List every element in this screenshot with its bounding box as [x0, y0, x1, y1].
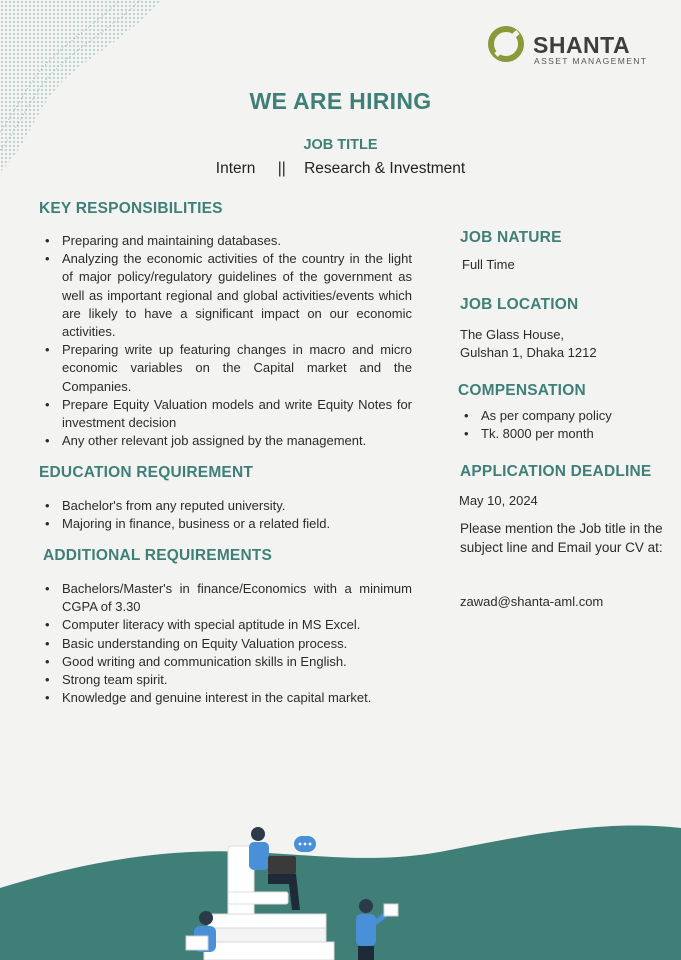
list-item: • Good writing and communication skills in English. — [62, 653, 412, 671]
job-role: Intern — [215, 160, 256, 177]
list-item: • Strong team spirit. — [62, 671, 412, 689]
job-title-separator: || — [277, 160, 286, 177]
list-item: • Computer literacy with special aptitude in MS Excel. — [62, 616, 412, 634]
additional-requirements-list — [39, 580, 412, 707]
logo-mark-icon — [486, 24, 526, 64]
job-location-heading: JOB LOCATION — [460, 296, 579, 313]
list-item: • Tk. 8000 per month — [481, 425, 681, 443]
list-item: • Preparing and maintaining databases. — [62, 232, 412, 250]
compensation-heading: COMPENSATION — [458, 382, 586, 399]
job-department: Research & Investment — [304, 160, 466, 177]
job-nature-value: Full Time — [462, 257, 515, 272]
company-logo — [486, 24, 656, 68]
job-location-line2: Gulshan 1, Dhaka 1212 — [460, 345, 597, 360]
list-item: • As per company policy — [481, 407, 681, 425]
key-responsibilities-heading: KEY RESPONSIBILITIES — [39, 200, 223, 217]
education-heading: EDUCATION REQUIREMENT — [39, 464, 254, 481]
list-item: • Bachelors/Master's in finance/Economics with a minimum CGPA of 3.30 — [62, 580, 412, 616]
list-item: • Basic understanding on Equity Valuation process. — [62, 635, 412, 653]
bottom-wave-illustration — [0, 800, 681, 960]
application-deadline-heading: APPLICATION DEADLINE — [460, 463, 652, 480]
job-location-line1: The Glass House, — [460, 327, 565, 342]
education-list — [39, 497, 412, 533]
list-item: • Any other relevant job assigned by the management. — [62, 432, 412, 450]
logo-wordmark: SHANTA — [533, 32, 631, 58]
list-item: • Analyzing the economic activities of the country in the light of major policy/regulatory guidelines of the government as well as important regional and global activities/events which are likely to have a significant impact on our economic activities. — [62, 250, 412, 341]
responsibilities-list — [39, 232, 412, 450]
logo-subtitle: ASSET MANAGEMENT — [534, 56, 648, 66]
list-item: • Prepare Equity Valuation models and write Equity Notes for investment decision — [62, 396, 412, 432]
additional-requirements-heading: ADDITIONAL REQUIREMENTS — [43, 547, 273, 564]
compensation-list — [458, 407, 681, 443]
list-item: • Bachelor's from any reputed university. — [62, 497, 412, 515]
list-item: • Knowledge and genuine interest in the capital market. — [62, 689, 412, 707]
job-nature-heading: JOB NATURE — [460, 229, 562, 246]
page-title: WE ARE HIRING — [249, 88, 432, 114]
contact-email: zawad@shanta-aml.com — [460, 594, 604, 609]
list-item: • Preparing write up featuring changes in macro and micro economic variables on the Capital market and the Companies. — [62, 341, 412, 396]
list-item: • Majoring in finance, business or a related field. — [62, 515, 412, 533]
job-title-label: JOB TITLE — [303, 137, 378, 153]
deadline-date: May 10, 2024 — [459, 493, 538, 508]
job-title-line — [0, 160, 681, 178]
application-instruction: Please mention the Job title in the subject line and Email your CV at: — [460, 521, 663, 555]
